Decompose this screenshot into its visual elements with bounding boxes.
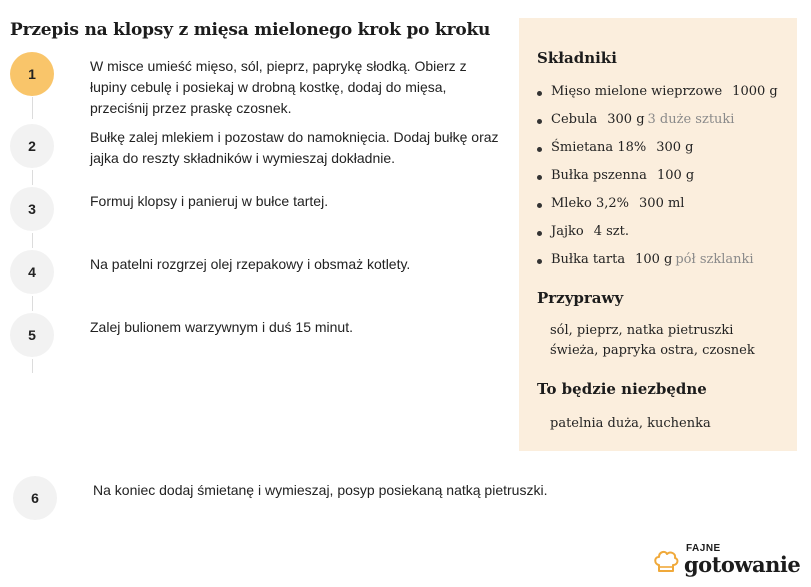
spices-text: sól, pieprz, natka pietruszki świeża, papryka ostra, czosnek xyxy=(550,323,755,358)
ingredient-name: Śmietana 18% xyxy=(551,140,647,155)
step-number-1: 1 xyxy=(10,52,54,96)
spices-heading: Przyprawy xyxy=(537,289,624,307)
step-text-1: W misce umieść mięso, sól, pieprz, paprykę słodką. Obierz z łupiny cebulę i posiekaj w drobną kostkę, dodaj do mięsa, przeciśnij przez praskę czosnek. xyxy=(90,58,467,116)
step-text-5: Zalej bulionem warzywnym i duś 15 minut. xyxy=(90,319,353,335)
chef-hat-icon xyxy=(652,548,680,581)
step-text-3: Formuj klopsy i panieruj w bułce tartej. xyxy=(90,193,329,209)
ingredient-amount: 300 g xyxy=(607,112,645,127)
ingredients-list xyxy=(537,84,778,280)
step-number-3: 3 xyxy=(10,187,54,231)
ingredient-amount: 300 ml xyxy=(639,196,685,211)
ingredient-item xyxy=(537,196,778,224)
timeline-line xyxy=(32,359,33,373)
ingredient-name: Bułka pszenna xyxy=(551,168,647,183)
site-logo[interactable] xyxy=(648,540,808,580)
timeline-line xyxy=(32,170,33,185)
ingredient-item xyxy=(537,140,778,168)
tools-text: patelnia duża, kuchenka xyxy=(550,416,711,431)
ingredient-item xyxy=(537,224,778,252)
ingredient-name: Jajko xyxy=(551,224,584,239)
ingredient-item xyxy=(537,168,778,196)
ingredient-amount: 100 g xyxy=(656,168,695,183)
ingredients-heading: Składniki xyxy=(537,49,617,67)
ingredient-alt-amount: pół szklanki xyxy=(675,252,754,267)
ingredient-item xyxy=(537,252,778,280)
step-number-6: 6 xyxy=(13,476,57,520)
ingredient-alt-amount: 3 duże sztuki xyxy=(647,112,735,127)
ingredient-name: Cebula xyxy=(551,112,598,127)
ingredient-amount: 300 g xyxy=(656,140,694,155)
step-text-2: Bułkę zalej mlekiem i pozostaw do namoknięcia. Dodaj bułkę oraz jajka do reszty składników i wymieszaj dokładnie. xyxy=(90,129,499,166)
step-text-6: Na koniec dodaj śmietanę i wymieszaj, posyp posiekaną natką pietruszki. xyxy=(93,482,548,498)
timeline-line xyxy=(32,296,33,311)
ingredient-name: Mleko 3,2% xyxy=(551,196,630,211)
ingredient-name: Bułka tarta xyxy=(551,252,626,267)
step-number-4: 4 xyxy=(10,250,54,294)
ingredient-item xyxy=(537,112,778,140)
step-number-2: 2 xyxy=(10,124,54,168)
page-title: Przepis na klopsy z mięsa mielonego krok po kroku xyxy=(10,20,491,40)
step-number-5: 5 xyxy=(10,313,54,357)
step-text-4: Na patelni rozgrzej olej rzepakowy i obsmaż kotlety. xyxy=(90,256,411,272)
ingredients-panel xyxy=(519,18,797,451)
ingredient-item xyxy=(537,84,778,112)
timeline-line xyxy=(32,233,33,248)
ingredient-amount: 1000 g xyxy=(732,84,778,99)
ingredient-name: Mięso mielone wieprzowe xyxy=(551,84,723,99)
logo-small-text: FAJNE xyxy=(686,543,721,554)
ingredient-amount: 100 g xyxy=(635,252,673,267)
logo-big-text: gotowanie xyxy=(684,552,801,577)
ingredient-amount: 4 szt. xyxy=(593,224,629,239)
tools-heading: To będzie niezbędne xyxy=(537,380,707,398)
timeline-line xyxy=(32,97,33,119)
